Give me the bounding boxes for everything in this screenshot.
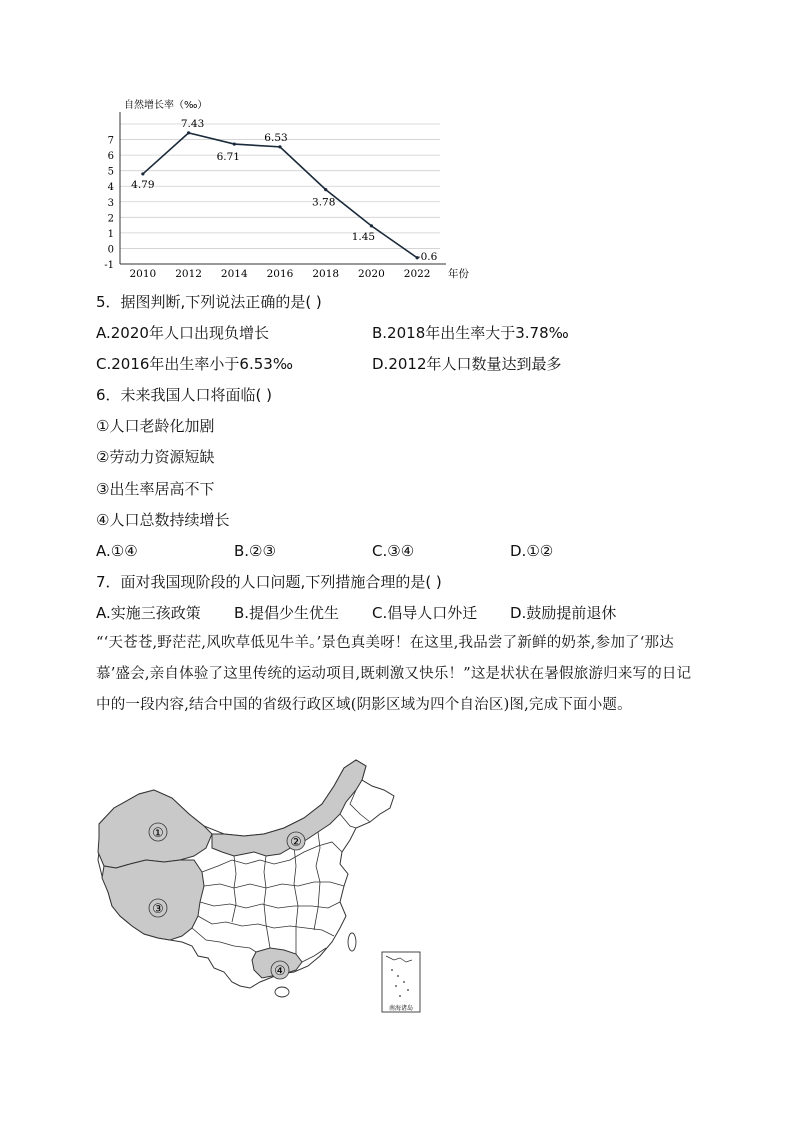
line-chart [96, 96, 476, 282]
y-tick-label: 5 [107, 166, 114, 178]
question-6-option-b[interactable]: B.②③ [234, 542, 276, 560]
y-tick-label: 1 [107, 228, 114, 240]
question-6-statement-1: ①人口老龄化加剧 [96, 417, 215, 435]
question-5-option-d[interactable]: D.2012年人口数量达到最多 [372, 355, 562, 373]
map-label-1: ① [152, 826, 164, 841]
question-7-stem: 7．面对我国现阶段的人口问题,下列措施合理的是( ) [96, 573, 442, 591]
map-svg [94, 756, 424, 1016]
question-7-option-c[interactable]: C.倡导人口外迁 [372, 604, 478, 622]
x-tick-label: 2014 [220, 268, 248, 280]
y-tick-label: 2 [107, 213, 114, 225]
question-7-option-b[interactable]: B.提倡少生优生 [234, 604, 340, 622]
hainan-island [275, 987, 289, 997]
question-5-option-c[interactable]: C.2016年出生率小于6.53‰ [96, 355, 293, 373]
question-7-option-a[interactable]: A.实施三孩政策 [96, 604, 201, 622]
china-province-map [94, 756, 424, 1016]
reading-passage: “‘天苍苍,野茫茫,风吹草低见牛羊。’景色真美呀！在这里,我品尝了新鲜的奶茶,参加了‘那达慕’盛会,亲自体验了这里传统的运动项目,既刺激又快乐！”这是状状在暑假旅游归来写的日记中的一段内容,结合中国的省级行政区域(阴影区域为四个自治区)图,完成下面小题。 [96, 635, 692, 713]
data-label: 1.45 [351, 230, 376, 243]
population-growth-chart [96, 96, 476, 282]
data-label: 7.43 [180, 117, 205, 130]
data-point [278, 145, 281, 148]
map-label-3: ③ [152, 902, 164, 917]
question-6-stem: 6．未来我国人口将面临( ) [96, 386, 273, 404]
y-tick-label: 0 [107, 244, 114, 256]
inset-label: 南海诸岛 [388, 1005, 414, 1012]
data-point [324, 188, 327, 191]
data-point [370, 224, 373, 227]
y-axis-label: 自然增长率（‰） [124, 100, 208, 111]
x-tick-label: 2010 [129, 268, 157, 280]
question-6-statement-3: ③出生率居高不下 [96, 480, 215, 498]
data-label: 6.71 [216, 151, 240, 164]
data-label: 4.79 [131, 178, 155, 191]
x-tick-label: 2022 [403, 268, 431, 280]
data-point [233, 142, 236, 145]
y-tick-label: 7 [107, 135, 114, 147]
question-6-option-d[interactable]: D.①② [510, 542, 554, 560]
data-label: -0.6 [417, 250, 438, 263]
question-6-statement-2: ②劳动力资源短缺 [96, 448, 215, 466]
question-6-statement-4: ④人口总数持续增长 [96, 511, 230, 529]
data-label: 6.53 [264, 131, 288, 144]
y-tick-label: 3 [107, 197, 114, 209]
map-label-2: ② [290, 835, 302, 850]
y-tick-label: 4 [107, 182, 114, 194]
x-tick-label: 2012 [175, 268, 202, 280]
question-7-option-d[interactable]: D.鼓励提前退休 [510, 604, 617, 622]
y-tick-label: -1 [104, 260, 114, 271]
south-china-sea-inset [382, 952, 420, 1012]
x-tick-label: 2016 [266, 268, 294, 280]
x-tick-label: 2018 [312, 268, 340, 280]
region-3-tibet [102, 860, 204, 940]
data-label: 3.78 [312, 196, 336, 209]
question-5-option-b[interactable]: B.2018年出生率大于3.78‰ [372, 324, 569, 342]
y-tick-label: 6 [107, 151, 114, 163]
taiwan-island [348, 933, 356, 951]
x-tick-label: 2020 [358, 268, 385, 280]
question-6-option-c[interactable]: C.③④ [372, 542, 415, 560]
map-label-4: ④ [274, 964, 286, 979]
data-point [141, 172, 144, 175]
question-6-option-a[interactable]: A.①④ [96, 542, 138, 560]
question-5-option-a[interactable]: A.2020年人口出现负增长 [96, 324, 269, 342]
x-axis-label: 年份 [448, 268, 469, 280]
data-point [187, 131, 190, 134]
series-line [143, 133, 417, 258]
question-5-stem: 5．据图判断,下列说法正确的是( ) [96, 293, 322, 311]
